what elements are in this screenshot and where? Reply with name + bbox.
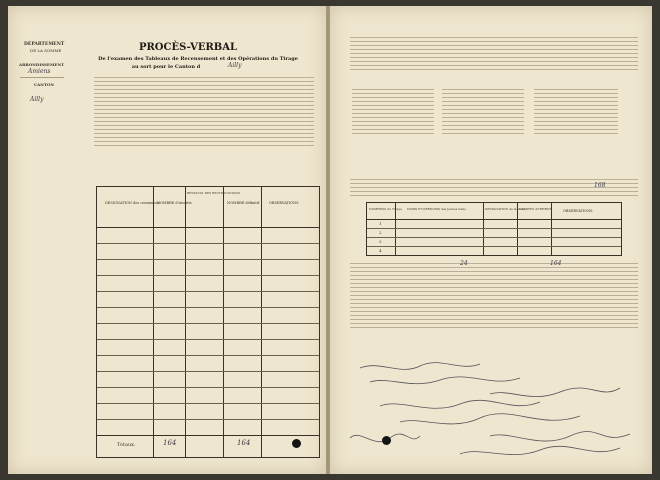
row-number: 2 bbox=[379, 230, 382, 235]
total-value: 164 bbox=[163, 439, 177, 447]
canton-value: Ailly bbox=[30, 96, 44, 103]
body-text-bottom bbox=[350, 260, 638, 330]
tirage-table bbox=[366, 202, 622, 256]
punch-hole bbox=[382, 436, 391, 445]
header-rectifications: RÉSULTAT DES RECTIFICATIONS bbox=[187, 191, 240, 195]
row-number: 3 bbox=[379, 239, 382, 244]
recensement-table bbox=[96, 186, 320, 458]
signature-stroke bbox=[400, 414, 580, 424]
signature-stroke bbox=[490, 431, 630, 441]
department-label: DÉPARTEMENT bbox=[24, 42, 65, 47]
header-observations-right: OBSERVATIONS bbox=[563, 209, 593, 213]
arrondissement-value: Amiens bbox=[28, 68, 51, 75]
total-value-2: 164 bbox=[237, 439, 251, 447]
department-sub: DE LA SOMME bbox=[30, 48, 62, 53]
subtitle-line-2: au sort pour le Canton d bbox=[131, 64, 201, 70]
body-text-top bbox=[350, 34, 638, 72]
header-nombre-definitif: NOMBRE définitif bbox=[227, 201, 260, 205]
header-numero-attribue: NUMÉRO ATTRIBUÉ bbox=[519, 207, 552, 211]
name-list-3 bbox=[534, 86, 618, 136]
header-nombre: NOMBRE d'inscrits bbox=[157, 201, 192, 205]
handwritten-number-2: 24 bbox=[460, 260, 468, 267]
page-title: PROCÈS-VERBAL bbox=[138, 42, 238, 53]
handwritten-number-1: 168 bbox=[594, 182, 606, 189]
header-designation-liste: DÉSIGNATION de la Liste bbox=[485, 207, 525, 211]
left-page bbox=[8, 6, 326, 474]
punch-hole bbox=[292, 439, 301, 448]
header-observations: OBSERVATIONS bbox=[269, 201, 299, 205]
total-label: Totaux. bbox=[117, 442, 136, 448]
name-list-1 bbox=[352, 86, 434, 136]
signature-stroke bbox=[380, 400, 540, 408]
header-noms: NOMS ET PRÉNOMS des Jeunes Gens bbox=[407, 207, 466, 211]
name-list-2 bbox=[442, 86, 524, 136]
arrondissement-label: ARRONDISSEMENT bbox=[19, 62, 65, 67]
canton-handwritten: Ailly bbox=[228, 62, 242, 69]
handwritten-number-3: 164 bbox=[550, 260, 562, 267]
row-number: 1 bbox=[379, 221, 382, 226]
signature-stroke bbox=[490, 388, 620, 397]
divider bbox=[20, 77, 64, 78]
subtitle-line-1: De l'examen des Tableaux de Recensement et des Opérations du Tirage bbox=[98, 56, 298, 62]
header-designation: DÉSIGNATION des communes. bbox=[105, 201, 161, 205]
right-page bbox=[330, 6, 652, 474]
row-number: 4 bbox=[379, 248, 382, 253]
header-numeros: NUMÉROS du Tirage bbox=[369, 207, 402, 211]
canton-label: CANTON bbox=[34, 82, 55, 87]
signatures bbox=[340, 358, 640, 470]
body-text bbox=[94, 74, 314, 148]
signature-stroke bbox=[360, 363, 480, 370]
signature-stroke bbox=[460, 446, 620, 454]
signature-stroke bbox=[370, 377, 520, 384]
